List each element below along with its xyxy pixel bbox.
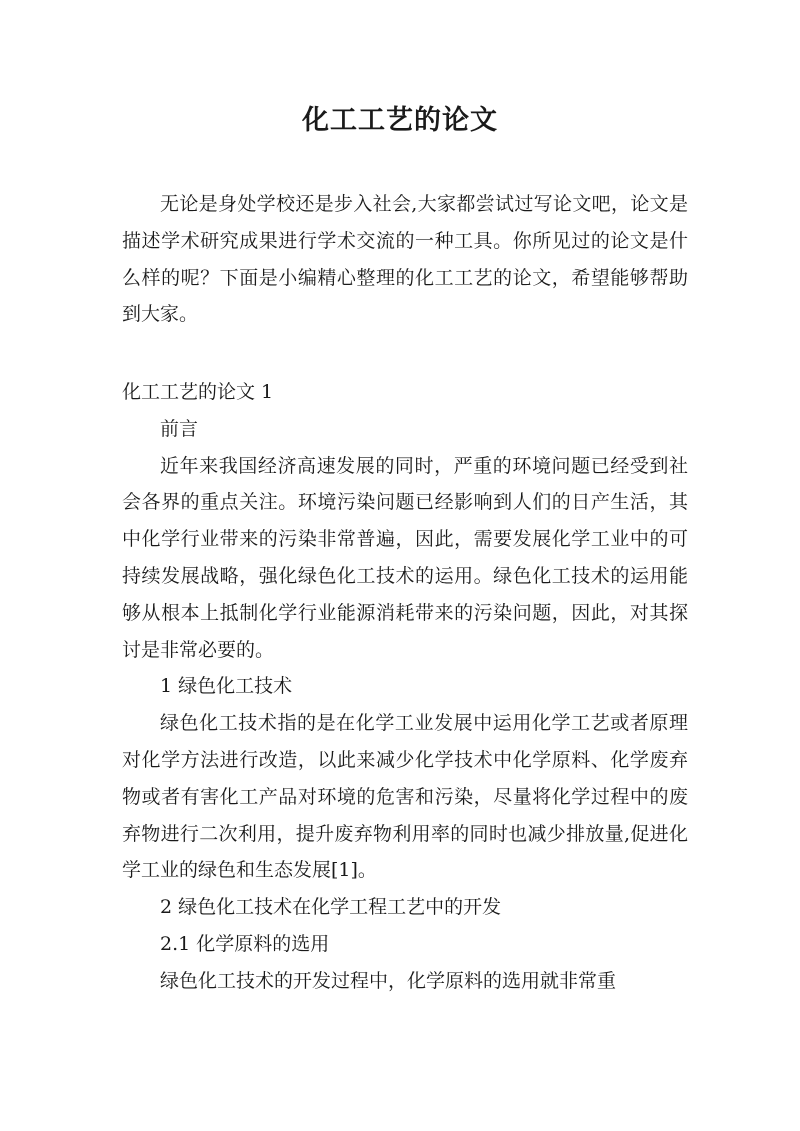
section-heading: 化工工艺的论文 1: [122, 381, 274, 403]
heading-1: 1 绿色化工技术: [160, 675, 293, 698]
heading-1-paragraph: 绿色化工技术指的是在化学工业发展中运用化学工艺或者原理对化学方法进行改造，以此来减少化学技术中化学原料、化学废弃物或者有害化工产品对环境的危害和污染，尽量将化学过程中的废弃物进行二次利用，提升废弃物利用率的同时也减少排放量,促进化学工业的绿色和生态发展[1]。: [122, 712, 688, 882]
intro-paragraph: 无论是身处学校还是步入社会,大家都尝试过写论文吧，论文是描述学术研究成果进行学术交流的一种工具。你所见过的论文是什么样的呢？下面是小编精心整理的化工工艺的论文，希望能够帮助到大家。: [122, 193, 688, 326]
heading-2-1-paragraph: 绿色化工技术的开发过程中，化学原料的选用就非常重: [160, 969, 617, 992]
intro-block: [122, 186, 688, 333]
document-title: 化工工艺的论文: [302, 105, 498, 136]
heading-2-1: 2.1 化学原料的选用: [160, 932, 330, 955]
section-1: [122, 374, 688, 1000]
preface-paragraph: 近年来我国经济高速发展的同时，严重的环境问题已经受到社会各界的重点关注。环境污染问题已经影响到人们的日产生活，其中化学行业带来的污染非常普遍，因此，需要发展化学工业中的可持续发展战略，强化绿色化工技术的运用。绿色化工技术的运用能够从根本上抵制化学行业能源消耗带来的污染问题，因此，对其探讨是非常必要的。: [122, 454, 688, 661]
heading-2: 2 绿色化工技术在化学工程工艺中的开发: [160, 896, 502, 919]
preface-label: 前言: [160, 417, 199, 440]
